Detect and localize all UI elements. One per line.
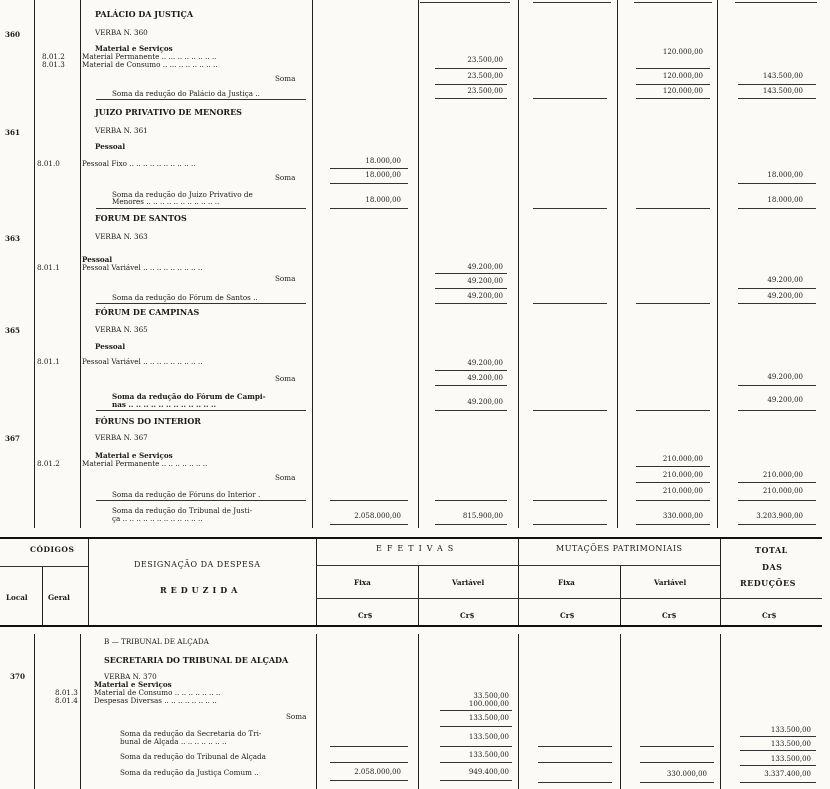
reduction-label: Soma da redução do Tribunal de Justi- bbox=[112, 506, 253, 515]
value-total: 3.203.900,00 bbox=[756, 512, 803, 520]
value-mvar: 330.000,00 bbox=[666, 770, 707, 778]
rule bbox=[636, 500, 710, 501]
value-total: 210.000,00 bbox=[762, 487, 803, 495]
reduction-label: Soma da redução do Juizo Privativo de bbox=[112, 190, 253, 199]
rule bbox=[636, 84, 710, 85]
value-var: 815.900,00 bbox=[462, 512, 503, 520]
rule bbox=[738, 410, 816, 411]
value-fixa: 18.000,00 bbox=[365, 157, 401, 165]
header-rule bbox=[316, 565, 720, 566]
rule bbox=[330, 524, 408, 525]
geral-code: 8.01.3 bbox=[55, 688, 78, 697]
rule bbox=[740, 736, 816, 737]
section-title: JUIZO PRIVATIVO DE MENORES bbox=[95, 107, 242, 117]
value-mvar: 330.000,00 bbox=[662, 512, 703, 520]
header-currency: Cr$ bbox=[358, 611, 373, 620]
header-fixa: Fixa bbox=[354, 578, 371, 587]
value-fixa: 18.000,00 bbox=[365, 196, 401, 204]
value-total: 18.000,00 bbox=[767, 171, 803, 179]
rule bbox=[636, 303, 710, 304]
rule bbox=[330, 183, 408, 184]
rule bbox=[738, 98, 816, 99]
header-rule bbox=[316, 598, 822, 599]
value-total: 3.337.400,00 bbox=[764, 770, 811, 778]
value-var: 49.200,00 bbox=[467, 374, 503, 382]
rule bbox=[533, 2, 611, 3]
reduction-label: Soma da redução do Fórum de Santos .. bbox=[112, 293, 258, 302]
section-title: FORUM DE SANTOS bbox=[95, 213, 187, 223]
rule bbox=[435, 68, 507, 69]
group-label: Pessoal bbox=[82, 255, 113, 264]
header-mutacoes: MUTAÇÕES PATRIMONIAIS bbox=[556, 544, 683, 553]
column-rule bbox=[418, 634, 419, 789]
value-var: 49.200,00 bbox=[467, 263, 503, 271]
local-code: 370 bbox=[10, 672, 26, 681]
header-geral: Geral bbox=[48, 593, 70, 602]
header-currency: Cr$ bbox=[762, 611, 777, 620]
rule bbox=[533, 303, 607, 304]
value-var: 23.500,00 bbox=[467, 72, 503, 80]
column-rule bbox=[312, 0, 313, 528]
column-rule bbox=[80, 0, 81, 528]
value-var: 23.500,00 bbox=[467, 87, 503, 95]
reduction-label: Soma da redução de Fóruns do Interior . bbox=[112, 490, 261, 499]
geral-code: 8.01.4 bbox=[55, 696, 78, 705]
geral-code: 8.01.1 bbox=[37, 263, 60, 272]
value-var: 49.200,00 bbox=[467, 277, 503, 285]
rule bbox=[96, 208, 306, 209]
row-desc: Material Permanente .. ... .. .. .. .. .. .. bbox=[82, 52, 217, 61]
header-currency: Cr$ bbox=[560, 611, 575, 620]
header-reduzida: REDUZIDA bbox=[160, 585, 242, 595]
group-label: Material e Serviços bbox=[95, 451, 173, 460]
column-rule bbox=[617, 0, 618, 528]
header-column-rule bbox=[518, 539, 519, 625]
header-efetivas: EFETIVAS bbox=[376, 544, 459, 553]
reduction-label: Menores .. .. .. .. .. .. .. .. .. .. .. bbox=[112, 197, 220, 206]
column-rule bbox=[34, 0, 35, 528]
row-desc: Material de Consumo .. ... .. .. .. .. .. .. bbox=[82, 60, 218, 69]
local-code: 360 bbox=[5, 30, 21, 39]
rule bbox=[435, 385, 507, 386]
rule bbox=[640, 746, 714, 747]
rule bbox=[330, 500, 408, 501]
header-rule bbox=[0, 537, 822, 539]
rule bbox=[636, 68, 710, 69]
value-total: 49.200,00 bbox=[767, 373, 803, 381]
row-desc: Pessoal Fixo .. .. .. .. .. .. .. .. .. .. bbox=[82, 159, 196, 168]
rule bbox=[636, 482, 710, 483]
rule bbox=[96, 303, 306, 304]
rule bbox=[636, 410, 710, 411]
column-rule bbox=[518, 0, 519, 528]
rule bbox=[533, 524, 607, 525]
rule bbox=[735, 2, 817, 3]
reduction-label: Soma da redução da Justiça Comum .. bbox=[120, 768, 259, 777]
group-label: Pessoal bbox=[95, 342, 126, 351]
section-title: PALÁCIO DA JUSTIÇA bbox=[95, 9, 194, 19]
rule bbox=[740, 765, 816, 766]
rule bbox=[440, 780, 512, 781]
value-var: 49.200,00 bbox=[467, 359, 503, 367]
value-mvar: 210.000,00 bbox=[662, 455, 703, 463]
rule bbox=[634, 2, 712, 3]
local-code: 365 bbox=[5, 326, 21, 335]
rule bbox=[533, 500, 607, 501]
rule bbox=[435, 500, 507, 501]
rule bbox=[636, 466, 710, 467]
local-code: 363 bbox=[5, 234, 21, 243]
rule bbox=[636, 208, 710, 209]
column-rule bbox=[34, 634, 35, 789]
section-title: FÓRUM DE CAMPINAS bbox=[95, 307, 200, 317]
rule bbox=[435, 370, 507, 371]
rule bbox=[435, 98, 507, 99]
row-desc: Pessoal Variável .. .. .. .. .. .. .. .. .. bbox=[82, 263, 203, 272]
rule bbox=[738, 385, 816, 386]
rule bbox=[533, 208, 607, 209]
rule bbox=[96, 500, 306, 501]
soma-label: Soma bbox=[275, 173, 296, 182]
rule bbox=[330, 762, 408, 763]
column-rule bbox=[620, 634, 621, 789]
rule bbox=[738, 303, 816, 304]
rule bbox=[533, 98, 607, 99]
reduction-label: Soma da redução do Fórum de Campi- bbox=[112, 392, 266, 401]
value-var: 49.200,00 bbox=[467, 398, 503, 406]
value-var: 133.500,00 bbox=[468, 751, 509, 759]
value-var: 100.000,00 bbox=[468, 700, 509, 708]
section-title: FÓRUNS DO INTERIOR bbox=[95, 416, 201, 426]
header-total: TOTAL bbox=[755, 545, 788, 555]
local-code: 367 bbox=[5, 434, 21, 443]
header-column-rule bbox=[316, 539, 317, 625]
column-rule bbox=[80, 634, 81, 789]
rule bbox=[440, 710, 512, 711]
header-variavel: Variável bbox=[452, 578, 485, 587]
value-fixa: 2.058.000,00 bbox=[354, 512, 401, 520]
rule bbox=[435, 288, 507, 289]
value-mvar: 210.000,00 bbox=[662, 471, 703, 479]
rule bbox=[440, 746, 512, 747]
header-column-rule bbox=[88, 539, 89, 625]
rule bbox=[440, 762, 512, 763]
local-code: 361 bbox=[5, 128, 21, 137]
column-rule bbox=[518, 634, 519, 789]
verba-label: VERBA N. 367 bbox=[95, 433, 148, 442]
value-var: 133.500,00 bbox=[468, 733, 509, 741]
rule bbox=[435, 524, 507, 525]
rule bbox=[330, 780, 408, 781]
verba-label: VERBA N. 363 bbox=[95, 232, 148, 241]
value-fixa: 18.000,00 bbox=[365, 171, 401, 179]
soma-label: Soma bbox=[275, 74, 296, 83]
rule bbox=[96, 410, 306, 411]
header-local: Local bbox=[6, 593, 28, 602]
value-total: 49.200,00 bbox=[767, 276, 803, 284]
header-column-rule bbox=[42, 567, 43, 625]
verba-label: VERBA N. 360 bbox=[95, 28, 148, 37]
soma-label: Soma bbox=[275, 274, 296, 283]
geral-code: 8.01.3 bbox=[42, 60, 65, 69]
rule bbox=[435, 84, 507, 85]
column-rule bbox=[717, 0, 718, 528]
soma-label: Soma bbox=[286, 712, 307, 721]
header-column-rule bbox=[418, 565, 419, 625]
verba-label: VERBA N. 361 bbox=[95, 126, 148, 135]
header-currency: Cr$ bbox=[662, 611, 677, 620]
group-label: Material e Serviços bbox=[94, 680, 172, 689]
section-title: SECRETARIA DO TRIBUNAL DE ALÇADA bbox=[104, 655, 289, 665]
value-total: 18.000,00 bbox=[767, 196, 803, 204]
value-total: 133.500,00 bbox=[770, 755, 811, 763]
rule bbox=[420, 2, 510, 3]
column-rule bbox=[418, 0, 419, 528]
column-rule bbox=[316, 634, 317, 789]
row-desc: Material de Consumo .. .. .. .. .. .. .. bbox=[94, 688, 221, 697]
rule bbox=[640, 782, 714, 783]
value-total: 49.200,00 bbox=[767, 292, 803, 300]
value-mvar: 210.000,00 bbox=[662, 487, 703, 495]
rule bbox=[738, 482, 816, 483]
reduction-label: nas .. .. .. .. .. .. .. .. .. .. .. .. bbox=[112, 400, 217, 409]
value-total: 49.200,00 bbox=[767, 396, 803, 404]
rule bbox=[330, 208, 408, 209]
rule bbox=[440, 726, 512, 727]
rule bbox=[738, 84, 816, 85]
header-fixa-mut: Fixa bbox=[558, 578, 575, 587]
header-column-rule bbox=[720, 539, 721, 625]
rule bbox=[738, 500, 816, 501]
rule bbox=[538, 782, 612, 783]
rule bbox=[740, 782, 816, 783]
value-total: 210.000,00 bbox=[762, 471, 803, 479]
rule bbox=[738, 208, 816, 209]
geral-code: 8.01.2 bbox=[37, 459, 60, 468]
value-mvar: 120.000,00 bbox=[662, 87, 703, 95]
reduction-label: Soma da redução do Palácio da Justiça .. bbox=[112, 89, 260, 98]
rule bbox=[435, 273, 507, 274]
value-var: 133.500,00 bbox=[468, 714, 509, 722]
group-label: Material e Serviços bbox=[95, 44, 173, 53]
value-var: 23.500,00 bbox=[467, 56, 503, 64]
verba-label: VERBA N. 370 bbox=[104, 672, 157, 681]
rule bbox=[96, 99, 306, 100]
reduction-label: Soma da redução da Secretaria do Tri- bbox=[120, 729, 262, 738]
rule bbox=[636, 98, 710, 99]
geral-code: 8.01.2 bbox=[42, 52, 65, 61]
verba-label: VERBA N. 365 bbox=[95, 325, 148, 334]
rule bbox=[740, 750, 816, 751]
header-currency: Cr$ bbox=[460, 611, 475, 620]
row-desc: Pessoal Variável .. .. .. .. .. .. .. .. .. bbox=[82, 357, 203, 366]
value-fixa: 2.058.000,00 bbox=[354, 768, 401, 776]
value-mvar: 120.000,00 bbox=[662, 72, 703, 80]
rule bbox=[636, 524, 710, 525]
header-codigos: CÓDIGOS bbox=[30, 545, 75, 554]
value-var: 33.500,00 bbox=[473, 692, 509, 700]
geral-code: 8.01.0 bbox=[37, 159, 60, 168]
soma-label: Soma bbox=[275, 374, 296, 383]
header-das: DAS bbox=[762, 562, 783, 572]
value-total: 143.500,00 bbox=[762, 87, 803, 95]
rule bbox=[738, 288, 816, 289]
header-column-rule bbox=[620, 565, 621, 625]
value-var: 949.400,00 bbox=[468, 768, 509, 776]
rule bbox=[738, 183, 816, 184]
value-total: 143.500,00 bbox=[762, 72, 803, 80]
rule bbox=[533, 410, 607, 411]
value-var: 49.200,00 bbox=[467, 292, 503, 300]
header-rule bbox=[0, 566, 88, 567]
row-desc: Despesas Diversas .. .. .. .. .. .. .. .. bbox=[94, 696, 217, 705]
rule bbox=[330, 746, 408, 747]
section-heading: B — TRIBUNAL DE ALÇADA bbox=[104, 637, 209, 646]
reduction-label: Soma da redução do Tribunal de Alçada bbox=[120, 752, 266, 761]
rule bbox=[640, 762, 714, 763]
soma-label: Soma bbox=[275, 473, 296, 482]
geral-code: 8.01.1 bbox=[37, 357, 60, 366]
header-rule bbox=[0, 625, 822, 627]
row-desc: Material Permanente .. .. .. .. .. .. .. bbox=[82, 459, 208, 468]
rule bbox=[435, 410, 507, 411]
group-label: Pessoal bbox=[95, 142, 126, 151]
value-total: 133.500,00 bbox=[770, 740, 811, 748]
rule bbox=[330, 168, 408, 169]
value-mvar: 120.000,00 bbox=[662, 48, 703, 56]
header-reducoes: REDUÇÕES bbox=[740, 578, 796, 588]
reduction-label: ça .. .. .. .. .. .. .. .. .. .. .. .. bbox=[112, 514, 203, 523]
rule bbox=[738, 524, 816, 525]
header-designacao: DESIGNAÇÃO DA DESPESA bbox=[134, 560, 261, 569]
rule bbox=[538, 762, 612, 763]
value-total: 133.500,00 bbox=[770, 726, 811, 734]
reduction-label: bunal de Alçada .. .. .. .. .. .. .. bbox=[120, 737, 227, 746]
header-variavel-mut: Variável bbox=[654, 578, 687, 587]
rule bbox=[538, 746, 612, 747]
column-rule bbox=[720, 634, 721, 789]
rule bbox=[435, 303, 507, 304]
